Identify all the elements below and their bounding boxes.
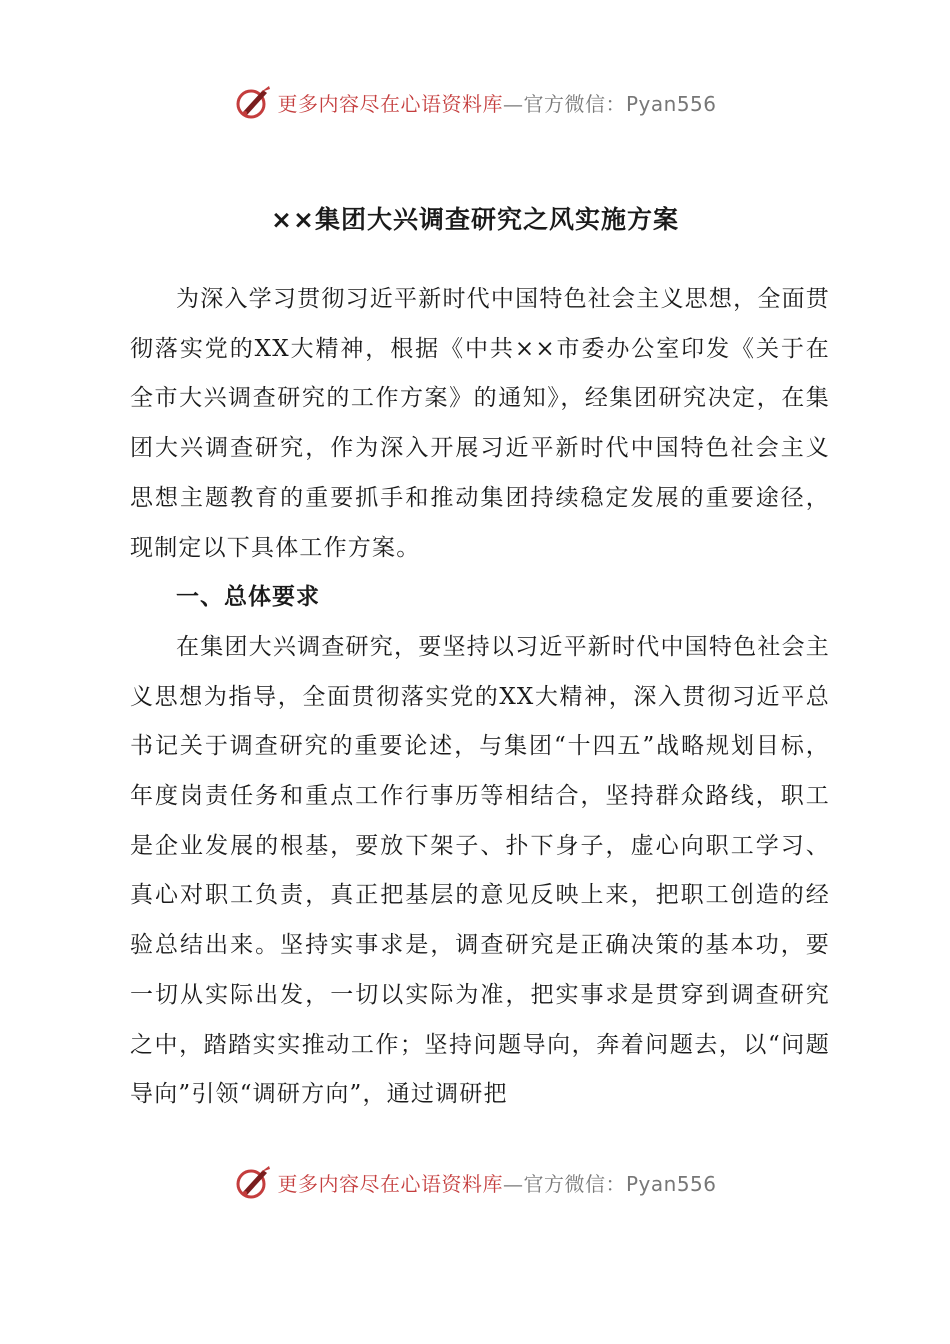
section-heading: 一、总体要求 [176,584,320,611]
section-paragraph: 在集团大兴调查研究，要坚持以习近平新时代中国特色社会主义思想为指导，全面贯彻落实党的XX大精神，深入贯彻习近平总书记关于调查研究的重要论述，与集团“十四五”战略规划目标，年度岗责任务和重点工作行事历等相结合，坚持群众路线，职工是企业发展的根基，要放下架子、扑下身子，虚心向职工学习、真心对职工负责，真正把基层的意见反映上来，把职工创造的经验总结出来。坚持实事求是，调查研究是正确决策的基本功，要一切从实际出发，一切以实际为准，把实事求是贯穿到调查研究之中，踏踏实实推动工作；坚持问题导向，奔着问题去，以“问题导向”引领“调研方向”，通过调研把 [130,633,830,1108]
watermark-banner-bottom [0,1160,950,1204]
banner-wechat-label: —官方微信： [502,1171,626,1196]
pen-logo-icon [233,1162,273,1202]
banner-wechat-id: Pyan556 [625,1171,717,1196]
banner-site-name: 更多内容尽在心语资料库 [277,1171,503,1196]
document-title: ××集团大兴调查研究之风实施方案 [271,205,679,234]
banner-wechat-label: —官方微信： [502,91,626,116]
watermark-banner-top [0,80,950,124]
banner-text [277,88,716,117]
banner-site-name: 更多内容尽在心语资料库 [277,91,503,116]
pen-logo-icon [233,82,273,122]
banner-wechat-id: Pyan556 [625,91,717,116]
document-body [130,275,830,1120]
intro-paragraph: 为深入学习贯彻习近平新时代中国特色社会主义思想，全面贯彻落实党的XX大精神，根据《中共××市委办公室印发《关于在全市大兴调查研究的工作方案》的通知》，经集团研究决定，在集团大兴调查研究，作为深入开展习近平新时代中国特色社会主义思想主题教育的重要抓手和推动集团持续稳定发展的重要途径，现制定以下具体工作方案。 [130,286,830,561]
banner-text [277,1168,716,1197]
